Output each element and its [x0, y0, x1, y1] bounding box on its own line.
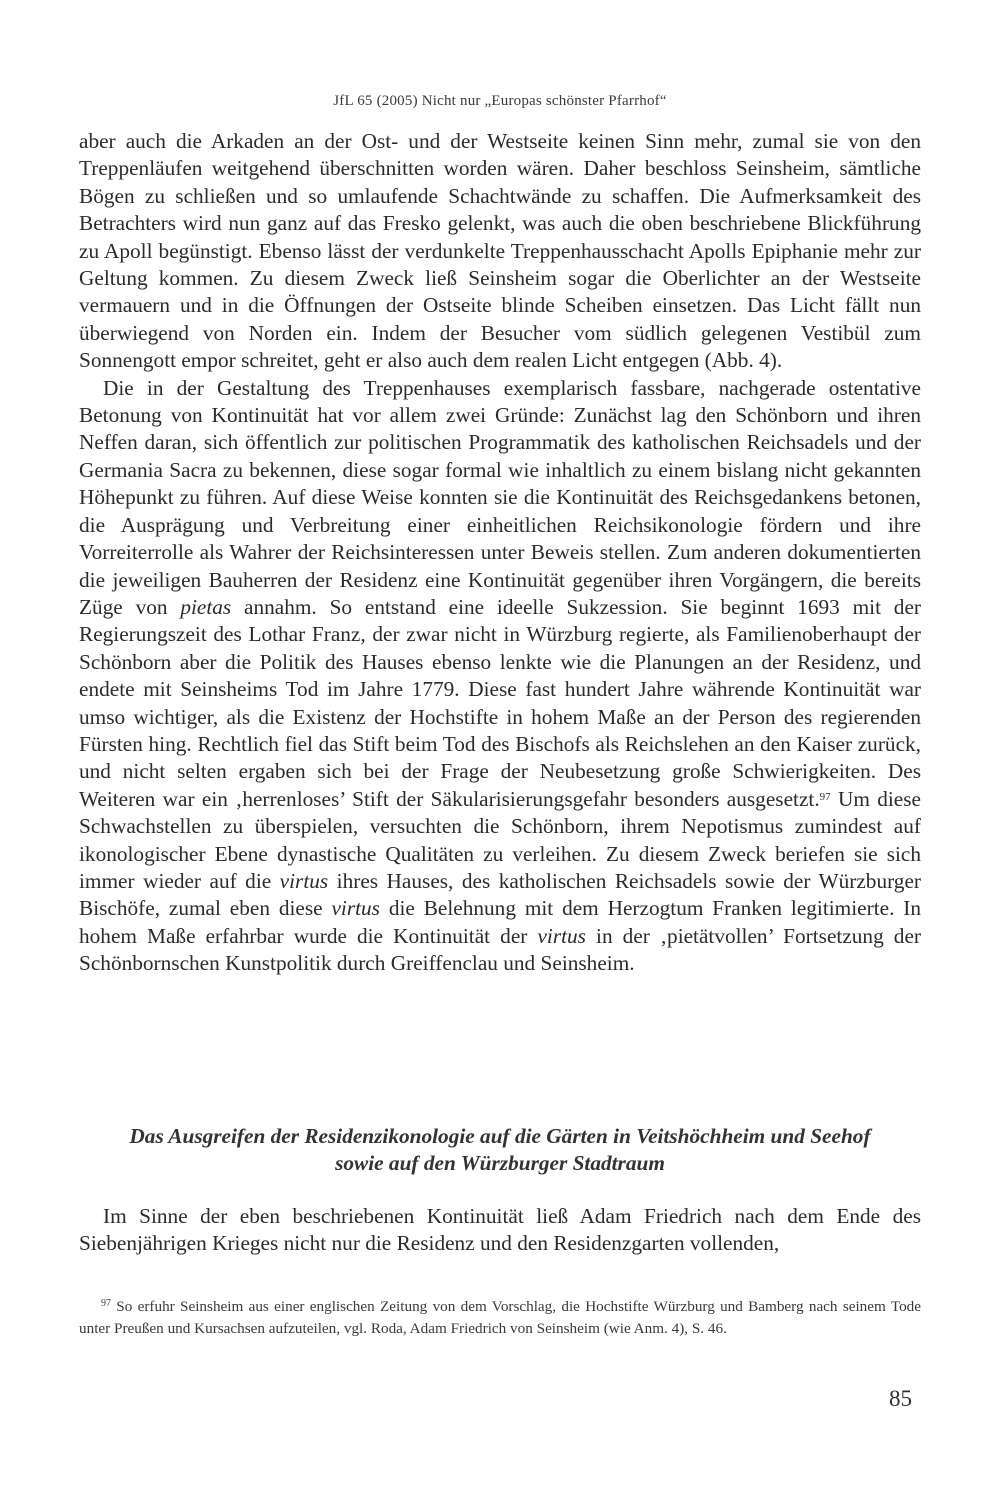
section-heading [79, 1123, 921, 1178]
p2-text-5: die Belehnung mit dem Herzogtum Franken legitimierte. In hohem Maße erfahrbar wurde die Kontinuität der [79, 896, 921, 948]
section-heading-line-1: Das Ausgreifen der Residenzikonologie auf die Gärten in Veitshöchheim und Seehof [129, 1124, 871, 1148]
paragraph-section-start: Im Sinne der eben beschriebenen Kontinuität ließ Adam Friedrich nach dem Ende des Siebenjährigen Krieges nicht nur die Residenz und den Residenzgarten vollenden, [79, 1204, 921, 1256]
footnote-reference[interactable]: 97 [819, 790, 831, 803]
p2-text-2: annahm. So entstand eine ideelle Sukzession. Sie beginnt 1693 mit der Regierungszeit des Lothar Franz, der zwar nicht in Würzburg regierte, als Familienoberhaupt der Schönborn aber die Politik des Hauses ebenso lenkte wie die Planungen an der Residenz, und endete mit Seinsheims Tod im Jahre 1779. Diese fast hundert Jahre währende Kontinuität war umso wichtiger, als die Existenz der Hochstifte in hohem Maße an der Person des regierenden Fürsten hing. Rechtlich fiel das Stift beim Tod des Bischofs als Reichslehen an den Kaiser zurück, und nicht selten ergaben sich bei der Frage der Neubesetzung große Schwierigkeiten. Des Weiteren war ein ‚herrenloses’ Stift der Säkularisierungsgefahr besonders ausgesetzt. [79, 594, 921, 811]
body-text-bottom [79, 1203, 921, 1258]
p2-text-6: in der ‚pietätvollen’ Fortsetzung der Schönbornschen Kunstpolitik durch Greiffenclau und Seinsheim. [79, 923, 921, 976]
footnote-number: 97 [101, 1298, 111, 1309]
p2-text-3: Um diese Schwachstellen zu überspielen, versuchten die Schönborn, ihrem Nepotismus zumindest auf ikonologischer Ebene dynastische Qualitäten zu verleihen. Zu diesem Zweck beriefen sie sich immer wieder auf die [79, 786, 921, 893]
running-head: JfL 65 (2005) Nicht nur „Europas schönster Pfarrhof“ [333, 93, 667, 109]
p2-italic-virtus-2: virtus [331, 896, 380, 921]
footnote-text: So erfuhr Seinsheim aus einer englischen Zeitung von dem Vorschlag, die Hochstifte Würzburg und Bamberg nach seinem Tode unter Preußen und Kursachsen aufzuteilen, vgl. Roda, Adam Friedrich von Seinsheim (wie Anm. 4), S. 46. [79, 1298, 921, 1337]
section-heading-line-2: sowie auf den Würzburger Stadtraum [335, 1151, 665, 1176]
p2-italic-pietas: pietas [180, 594, 232, 619]
p2-text-1: Die in der Gestaltung des Treppenhauses exemplarisch fassbare, nachgerade ostentative Betonung von Kontinuität hat vor allem zwei Gründe: Zunächst lag den Schönborn und ihren Neffen daran, sich öffentlich zur politischen Programmatik des katholischen Reichsadels und der Germania Sacra zu bekennen, diese sogar formal wie inhaltlich zu einem bislang nicht gekannten Höhepunkt zu führen. Auf diese Weise konnten sie die Kontinuität des Reichsgedankens betonen, die Ausprägung und Verbreitung einer einheitlichen Reichsikonologie fördern und ihre Vorreiterrolle als Wahrer der Reichsinteressen unter Beweis stellen. Zum anderen dokumentierten die jeweiligen Bauherren der Residenz eine Kontinuität gegenüber ihren Vorgängern, die bereits Züge von [79, 375, 921, 619]
page-number: 85 [889, 1386, 912, 1411]
paragraph-continuation: aber auch die Arkaden an der Ost- und der Westseite keinen Sinn mehr, zumal sie von den Treppenläufen weitgehend überschnitten worden wären. Daher beschloss Seinsheim, sämtliche Bögen zu schließen und so umlaufende Schachtwände zu schaffen. Die Aufmerksamkeit des Betrachters wird nun ganz auf das Fresko gelenkt, was auch die oben beschriebene Blickführung zu Apoll begünstigt. Ebenso lässt der verdunkelte Treppenhausschacht Apolls Epiphanie mehr zur Geltung kommen. Zu diesem Zweck ließ Seinsheim sogar die Oberlichter an der Westseite vermauern und in die Öffnungen der Ostseite blinde Scheiben einsetzen. Das Licht fällt nun überwiegend von Norden ein. Indem der Besucher vom südlich gelegenen Vestibül zum Sonnengott empor schreitet, geht er also auch dem realen Licht entgegen (Abb. 4). [79, 129, 921, 373]
p2-text-4: ihres Hauses, des katholischen Reichsadels sowie der Würzburger Bischöfe, zumal eben diese [79, 868, 921, 921]
body-text-top [79, 128, 921, 978]
p2-italic-virtus-3: virtus [537, 923, 586, 948]
footnotes [79, 1296, 921, 1339]
p2-italic-virtus-1: virtus [279, 868, 329, 893]
footnote-97 [79, 1296, 921, 1339]
section-heading-block [79, 1123, 921, 1178]
paragraph-continuity [79, 375, 921, 978]
